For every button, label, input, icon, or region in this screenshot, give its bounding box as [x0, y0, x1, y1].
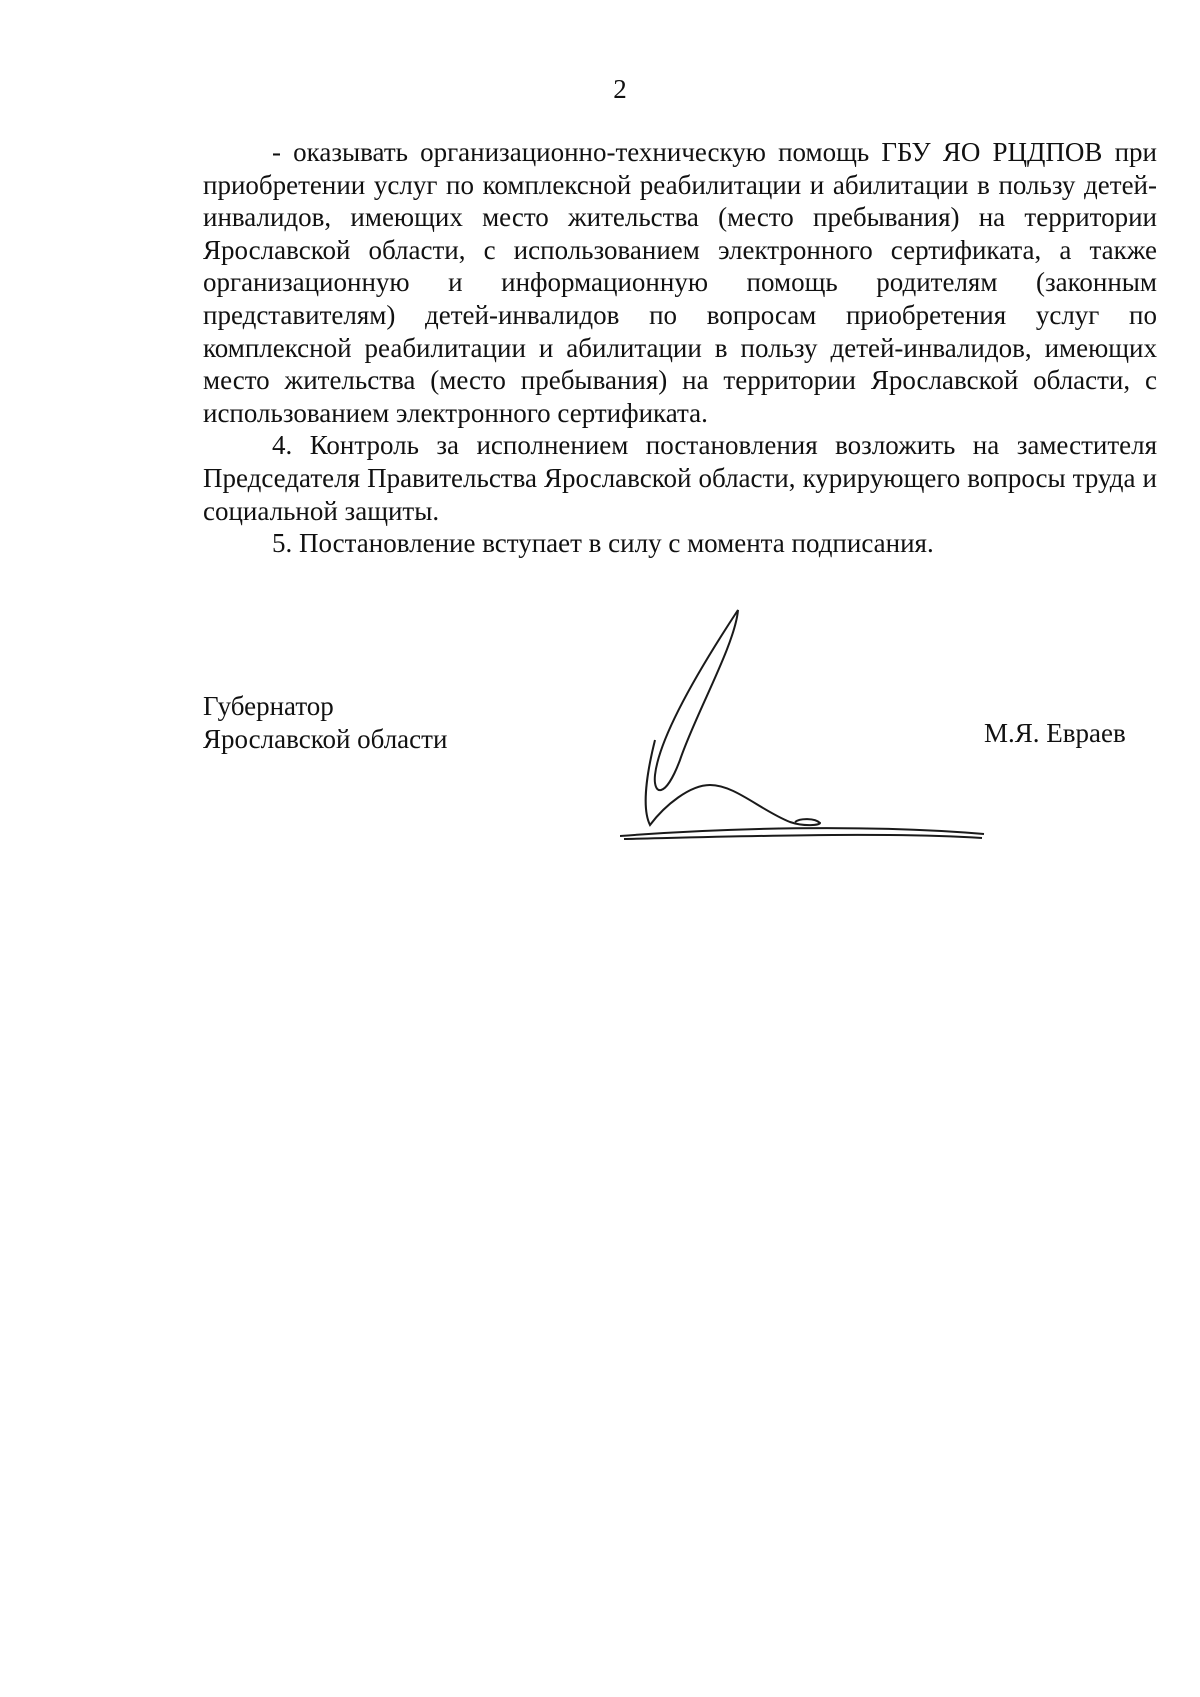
signatory-title: Губернатор [203, 691, 334, 721]
document-body [203, 136, 1157, 560]
paragraph-item-5-effective-date: 5. Постановление вступает в силу с момента подписания. [272, 528, 934, 559]
signatory-region: Ярославской области [203, 723, 448, 754]
paragraph-item-3-task: - оказывать организационно-техническую помощь ГБУ ЯО РЦДПОВ при приобретении услуг по комплексной реабилитации и абилитации в пользу детей-инвалидов, имеющих место жительства (место пребывания) на территории Ярославской области, с использованием электронного сертификата, а также организационную и информационную помощь родителям (законным представителям) детей-инвалидов по вопросам приобретения услуг по комплексной реабилитации и абилитации в пользу детей-инвалидов, имеющих место жительства (место пребывания) на территории Ярославской области, с использованием электронного сертификата. [203, 137, 1157, 428]
paragraph-item-4-control: 4. Контроль за исполнением постановления возложить на заместителя Председателя Правительства Ярославской области, курирующего вопросы труда и социальной защиты. [203, 430, 1157, 526]
signatory-name: М.Я. Евраев [984, 718, 1126, 748]
handwritten-signature [620, 590, 1020, 840]
page-number: 2 [613, 74, 627, 104]
signatory-position [203, 690, 447, 755]
